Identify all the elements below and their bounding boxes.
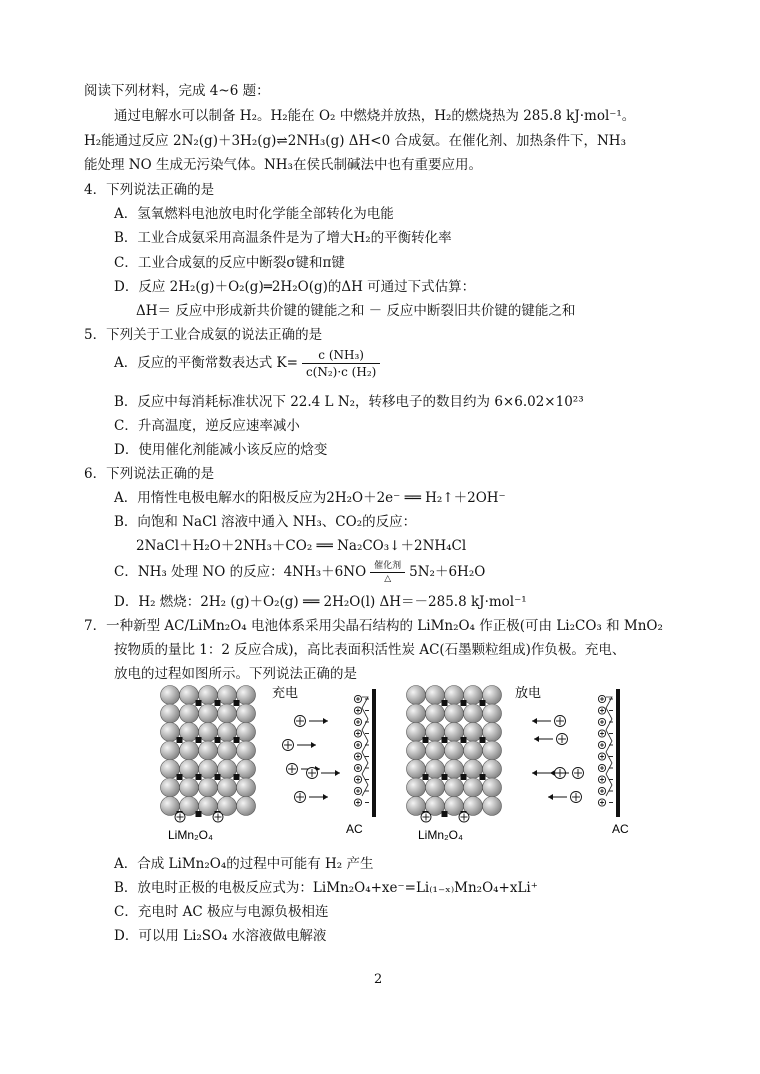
arrow-head (534, 736, 539, 742)
catalyst-label: 催化剂 (370, 560, 405, 573)
q4-option-d: D．反应 2H₂(g)＋O₂(g)═2H₂O(g)的ΔH 可通过下式估算： (114, 279, 476, 295)
q6-option-c-products: 5N₂＋6H₂O (409, 564, 486, 580)
lattice-atom (180, 741, 199, 760)
q5-option-d: D．使用催化剂能减小该反应的焓变 (114, 442, 328, 458)
discharge-label: 放电 (515, 686, 542, 701)
lattice-atom (199, 778, 218, 797)
material-paragraph-1: 通过电解水可以制备 H₂。H₂能在 O₂ 中燃烧并放热，H₂的燃烧热为 285.8 kJ·mol⁻¹。 (114, 108, 636, 124)
q4-option-a: A．氢氧燃料电池放电时化学能全部转化为电能 (114, 206, 394, 222)
arrow-head (548, 794, 553, 800)
lattice-ion (215, 737, 221, 743)
lattice-atom (464, 704, 483, 723)
lattice-ion (215, 700, 221, 706)
q7-stem-line-1: 7．一种新型 AC/LiMn₂O₄ 电池体系采用尖晶石结构的 LiMn₂O₄ 作正极(可由 Li₂CO₃ 和 MnO₂ (84, 618, 663, 634)
lattice-atom (161, 741, 180, 760)
heat-symbol: △ (384, 574, 392, 584)
q6-stem: 6．下列说法正确的是 (84, 466, 215, 482)
q5-option-a (114, 346, 384, 380)
right-ac-electrode (598, 689, 620, 817)
lattice-atom (218, 741, 237, 760)
lattice-atom (407, 704, 426, 723)
arrow-head (532, 718, 537, 724)
lattice-atom (237, 741, 256, 760)
arrow-head (323, 794, 328, 800)
equilibrium-fraction (302, 347, 380, 380)
lattice-atom (218, 704, 237, 723)
lattice-atom (445, 778, 464, 797)
lattice-ion (461, 700, 467, 706)
material-paragraph-2: H₂能通过反应 2N₂(g)＋3H₂(g)⇌2NH₃(g) ΔH<0 合成氨。在催化剂、加热条件下，NH₃ (84, 133, 626, 149)
right-ac-label: AC (612, 822, 629, 836)
q4-option-c: C．工业合成氨的反应中断裂σ键和π键 (114, 255, 345, 271)
reaction-condition (370, 560, 405, 585)
lattice-atom (407, 778, 426, 797)
lattice-atom (237, 797, 256, 816)
lattice-atom (426, 704, 445, 723)
q5-option-b: B．反应中每消耗标准状况下 22.4 L N₂，转移电子的数目约为 6×6.02×10²³ (114, 394, 584, 410)
q6-option-a: A．用惰性电极电解水的阳极反应为2H₂O＋2e⁻ ══ H₂↑＋2OH⁻ (114, 490, 506, 506)
q7-stem-line-3: 放电的过程如图所示。下列说法正确的是 (114, 666, 357, 682)
lattice-atom (483, 741, 502, 760)
lattice-atom (483, 778, 502, 797)
q4-option-d-formula: ΔH＝ 反应中形成新共价键的键能之和 － 反应中断裂旧共价键的键能之和 (136, 303, 576, 319)
lattice-ion (234, 700, 240, 706)
lattice-atom (161, 704, 180, 723)
q5-option-c: C．升高温度，逆反应速率减小 (114, 418, 300, 434)
lattice-atom (445, 704, 464, 723)
q7-stem-line-2: 按物质的量比 1：2 反应合成)，高比表面积活性炭 AC(石墨颗粒组成)作负极。充电、 (114, 642, 626, 658)
q4-stem: 4．下列说法正确的是 (84, 182, 215, 198)
lattice-ion (196, 700, 202, 706)
q6-option-c (114, 558, 485, 586)
q6-option-c-text: C．NH₃ 处理 NO 的反应：4NH₃＋6NO (114, 564, 367, 580)
battery-diagram (140, 683, 660, 843)
q6-option-b-equation: 2NaCl＋H₂O＋2NH₃＋CO₂ ══ Na₂CO₃↓＋2NH₄Cl (136, 538, 467, 554)
lattice-ion (196, 774, 202, 780)
lattice-ion (234, 737, 240, 743)
lattice-ion (234, 774, 240, 780)
lattice-ion (177, 737, 183, 743)
electrode-plate (616, 689, 620, 817)
arrow-head (311, 742, 316, 748)
lattice-atom (445, 741, 464, 760)
lattice-ion (423, 774, 429, 780)
lattice-ion (480, 700, 486, 706)
lattice-atom (199, 704, 218, 723)
lattice-ion (461, 774, 467, 780)
q6-option-d: D．H₂ 燃烧：2H₂ (g)＋O₂(g) ══ 2H₂O(l) ΔH＝－285.8 kJ·mol⁻¹ (114, 594, 527, 610)
q4-option-b: B．工业合成氨采用高温条件是为了增大H₂的平衡转化率 (114, 230, 452, 246)
lattice-atom (180, 778, 199, 797)
lattice-ion (442, 700, 448, 706)
lattice-ion (442, 774, 448, 780)
lattice-atom (464, 741, 483, 760)
lattice-atom (483, 704, 502, 723)
lattice-atom (218, 778, 237, 797)
fraction-numerator: c (NH₃) (302, 347, 380, 364)
lattice-atom (426, 741, 445, 760)
lattice-atom (407, 741, 426, 760)
arrow-head (335, 770, 340, 776)
q5-stem: 5．下列关于工业合成氨的说法正确的是 (84, 327, 323, 343)
lattice-ion (480, 774, 486, 780)
lattice-ion (442, 737, 448, 743)
graphite-zigzag (362, 697, 368, 796)
lattice-atom (464, 778, 483, 797)
arrow-head (550, 770, 555, 776)
lattice-atom (426, 778, 445, 797)
left-ac-electrode (354, 689, 376, 817)
lattice-ion (480, 737, 486, 743)
right-lattice (407, 686, 502, 818)
arrow-head (323, 718, 328, 724)
q7-option-d: D．可以用 Li₂SO₄ 水溶液做电解液 (114, 928, 327, 944)
lattice-ion (196, 811, 202, 817)
lattice-atom (407, 686, 426, 705)
page-number: 2 (374, 972, 383, 987)
lattice-atom (237, 704, 256, 723)
lattice-atom (237, 778, 256, 797)
charge-label: 充电 (272, 686, 299, 701)
left-lattice-label: LiMn₂O₄ (168, 828, 213, 842)
lattice-atom (483, 797, 502, 816)
lattice-ion (423, 737, 429, 743)
lattice-atom (161, 778, 180, 797)
lattice-atom (199, 741, 218, 760)
q7-option-b: B．放电时正极的电极反应式为：LiMn₂O₄+xe⁻=Li₍₁₋ₓ₎Mn₂O₄+xLi⁺ (114, 880, 538, 896)
lattice-ion (215, 774, 221, 780)
q5-option-a-text: A．反应的平衡常数表达式 K= (114, 355, 298, 371)
left-lattice (161, 686, 256, 818)
lattice-atom (180, 704, 199, 723)
lattice-atom (161, 686, 180, 705)
right-lattice-label: LiMn₂O₄ (418, 828, 463, 842)
electrode-plate (372, 689, 376, 817)
lattice-ion (196, 737, 202, 743)
q6-option-b: B．向饱和 NaCl 溶液中通入 NH₃、CO₂的反应： (114, 514, 417, 530)
material-paragraph-3: 能处理 NO 生成无污染气体。NH₃在侯氏制碱法中也有重要应用。 (84, 157, 482, 173)
material-heading: 阅读下列材料，完成 4~6 题： (84, 83, 270, 99)
fraction-denominator: c(N₂)·c (H₂) (305, 365, 377, 379)
graphite-zigzag (606, 697, 612, 796)
q7-option-c: C．充电时 AC 极应与电源负极相连 (114, 904, 329, 920)
lattice-ion (177, 774, 183, 780)
q7-option-a: A．合成 LiMn₂O₄的过程中可能有 H₂ 产生 (114, 856, 374, 872)
lattice-ion (461, 737, 467, 743)
lattice-ion (442, 811, 448, 817)
left-ac-label: AC (346, 822, 363, 836)
arrow-head (532, 770, 537, 776)
